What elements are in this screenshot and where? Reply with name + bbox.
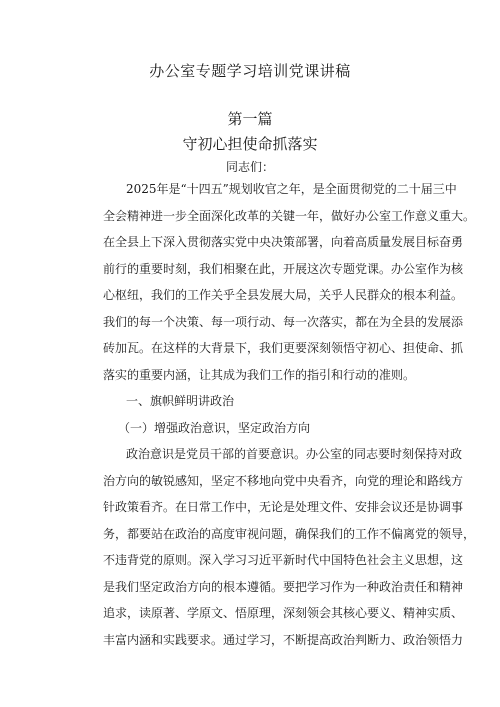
body-line: 治方向的敏锐感知，坚定不移地向党中央看齐，向党的理论和路线方 — [103, 474, 464, 488]
body-line: 落实的重要内涵，让其成为我们工作的指引和行动的准则。 — [103, 368, 416, 382]
section-heading: 一、旗帜鲜明讲政治 — [126, 394, 235, 408]
body-line: 心枢纽，我们的工作关乎全县发展大局，关乎人民群众的根本利益。 — [103, 288, 464, 302]
body-line: 丰富内涵和实践要求。通过学习，不断提高政治判断力、政治领悟力 — [103, 633, 464, 647]
body-line: 政治意识是党员干部的首要意识。办公室的同志要时刻保持对政 — [126, 447, 463, 461]
section-subtitle: 守初心担使命抓落实 — [182, 135, 318, 153]
body-line: 2025年是“十四五”规划收官之年，是全面贯彻党的二十届三中 — [126, 182, 457, 196]
body-line: 针政策看齐。在日常工作中，无论是处理文件、安排会议还是协调事 — [103, 500, 464, 514]
part-title: 第一篇 — [227, 110, 273, 128]
body-line: 我们的每一个决策、每一项行动、每一次落实，都在为全县的发展添 — [103, 315, 464, 329]
body-line: 务，都要站在政治的高度审视问题，确保我们的工作不偏离党的领导， — [103, 527, 476, 541]
body-line: 全会精神进一步全面深化改革的关键一年，做好办公室工作意义重大。 — [103, 209, 476, 223]
body-line: 前行的重要时刻，我们相聚在此，开展这次专题党课。办公室作为核 — [103, 262, 464, 276]
document-title: 办公室专题学习培训党课讲稿 — [149, 62, 351, 80]
body-line: 在全县上下深入贯彻落实党中央决策部署，向着高质量发展目标奋勇 — [103, 235, 464, 249]
body-line: 追求，读原著、学原文、悟原理，深刻领会其核心要义、精神实质、 — [103, 606, 464, 620]
salutation: 同志们： — [225, 160, 274, 174]
body-line: 是我们坚定政治方向的根本遵循。要把学习作为一种政治责任和精神 — [103, 580, 464, 594]
body-line: 砖加瓦。在这样的大背景下，我们更要深刻领悟守初心、担使命、抓 — [103, 341, 464, 355]
subsection-heading: （一）增强政治意识，坚定政治方向 — [118, 421, 311, 435]
body-line: 不违背党的原则。深入学习习近平新时代中国特色社会主义思想，这 — [103, 553, 464, 567]
